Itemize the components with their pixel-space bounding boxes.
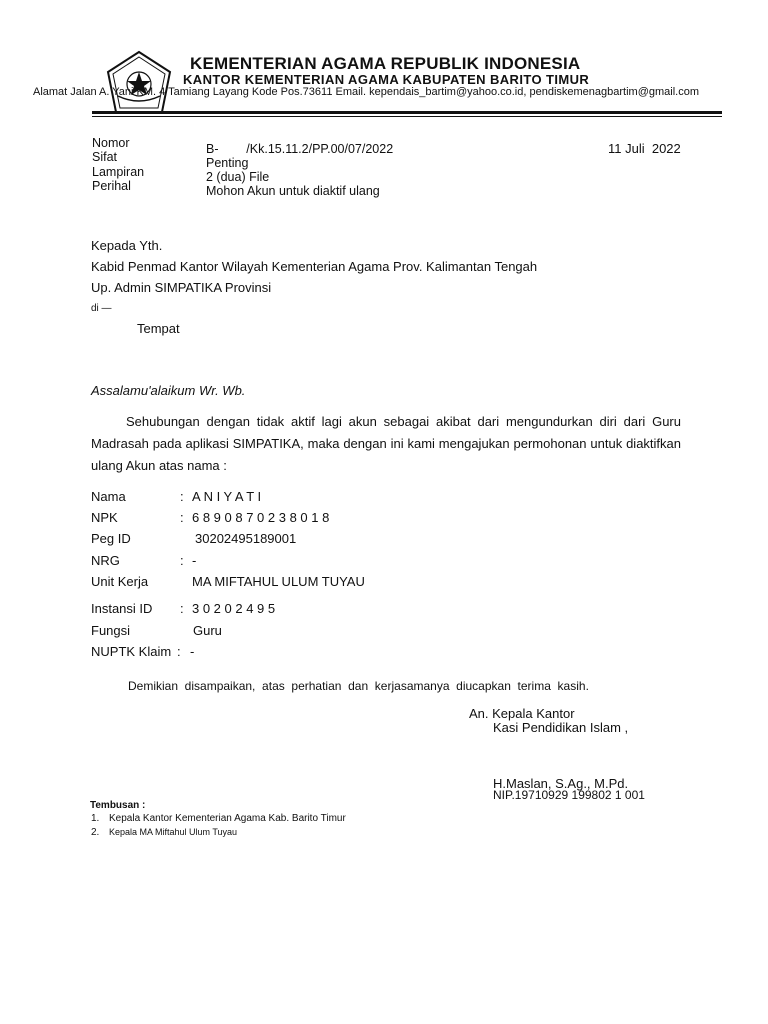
detail-value-instansi: 3 0 2 0 2 4 9 5 xyxy=(192,601,276,616)
body-paragraph: Sehubungan dengan tidak aktif lagi akun sebagai akibat dari mengundurkan diri dari Guru Madrasah pada aplikasi SIMPATIKA, maka dengan ini kami mengajukan permohonan untuk diaktifkan ulang Akun atas nama : xyxy=(91,414,681,473)
cc-number-1: 1. xyxy=(91,813,100,824)
detail-value-name: A N I Y A T I xyxy=(192,489,262,504)
header-rule-thick xyxy=(92,111,722,114)
ministry-logo xyxy=(104,50,174,116)
meta-nature: Penting xyxy=(206,156,249,170)
recipient-di: di — xyxy=(91,303,112,314)
signature-title: An. Kepala Kantor xyxy=(469,706,575,721)
ministry-title: KEMENTERIAN AGAMA REPUBLIK INDONESIA xyxy=(190,54,581,73)
detail-value-pegid: 30202495189001 xyxy=(195,531,297,546)
meta-label-subject: Perihal xyxy=(92,179,131,193)
detail-label-pegid: Peg ID xyxy=(91,531,131,546)
cc-title: Tembusan : xyxy=(90,800,146,811)
detail-sep-instansi: : xyxy=(180,601,184,616)
detail-value-nuptk: - xyxy=(190,644,195,659)
closing-text: Demikian disampaikan, atas perhatian dan kerjasamanya diucapkan terima kasih. xyxy=(128,679,589,693)
detail-label-fungsi: Fungsi xyxy=(91,623,131,638)
meta-attachment: 2 (dua) File xyxy=(206,170,270,184)
signature-position: Kasi Pendidikan Islam , xyxy=(493,720,629,735)
detail-label-unit: Unit Kerja xyxy=(91,574,149,589)
detail-value-unit: MA MIFTAHUL ULUM TUYAU xyxy=(192,574,365,589)
office-address: Alamat Jalan A. Yani KM. 4 Tamiang Layang Kode Pos.73611 Email. kependais_bartim@yahoo.co.id, pendiskemenagbartim@gmail.com xyxy=(33,86,699,98)
detail-value-fungsi: Guru xyxy=(193,623,222,638)
meta-label-nature: Sifat xyxy=(92,150,118,164)
recipient-line2: Up. Admin SIMPATIKA Provinsi xyxy=(91,280,272,295)
cc-item-2: Kepala MA Miftahul Ulum Tuyau xyxy=(109,827,238,837)
detail-sep-nuptk: : xyxy=(177,644,181,659)
office-title: KANTOR KEMENTERIAN AGAMA KABUPATEN BARITO TIMUR xyxy=(183,72,590,87)
meta-label-number: Nomor xyxy=(92,136,130,150)
detail-value-nrg: - xyxy=(192,553,197,568)
recipient-place: Tempat xyxy=(137,321,180,336)
header-rule-thin xyxy=(92,116,722,117)
meta-label-attachment: Lampiran xyxy=(92,165,145,179)
recipient-line1: Kabid Penmad Kantor Wilayah Kementerian Agama Prov. Kalimantan Tengah xyxy=(91,259,538,274)
detail-label-nrg: NRG xyxy=(91,553,120,568)
signature-nip: NIP.19710929 199802 1 001 xyxy=(493,788,645,802)
recipient-salutation: Kepada Yth. xyxy=(91,238,163,253)
greeting: Assalamu'alaikum Wr. Wb. xyxy=(91,383,246,398)
detail-sep-nrg: : xyxy=(180,553,184,568)
detail-sep-npk: : xyxy=(180,510,184,525)
detail-label-instansi: Instansi ID xyxy=(91,601,153,616)
detail-label-name: Nama xyxy=(91,489,126,504)
detail-sep-name: : xyxy=(180,489,184,504)
meta-number: B- /Kk.15.11.2/PP.00/07/2022 xyxy=(206,142,394,156)
detail-label-npk: NPK xyxy=(91,510,118,525)
cc-number-2: 2. xyxy=(91,827,100,838)
detail-value-npk: 6 8 9 0 8 7 0 2 3 8 0 1 8 xyxy=(192,510,330,525)
cc-item-1: Kepala Kantor Kementerian Agama Kab. Barito Timur xyxy=(109,813,346,824)
meta-subject: Mohon Akun untuk diaktif ulang xyxy=(206,184,380,198)
detail-label-nuptk: NUPTK Klaim xyxy=(91,644,172,659)
signature-name: H.Maslan, S.Ag., M.Pd. xyxy=(493,776,629,791)
letter-date: 11 Juli 2022 xyxy=(608,141,681,156)
